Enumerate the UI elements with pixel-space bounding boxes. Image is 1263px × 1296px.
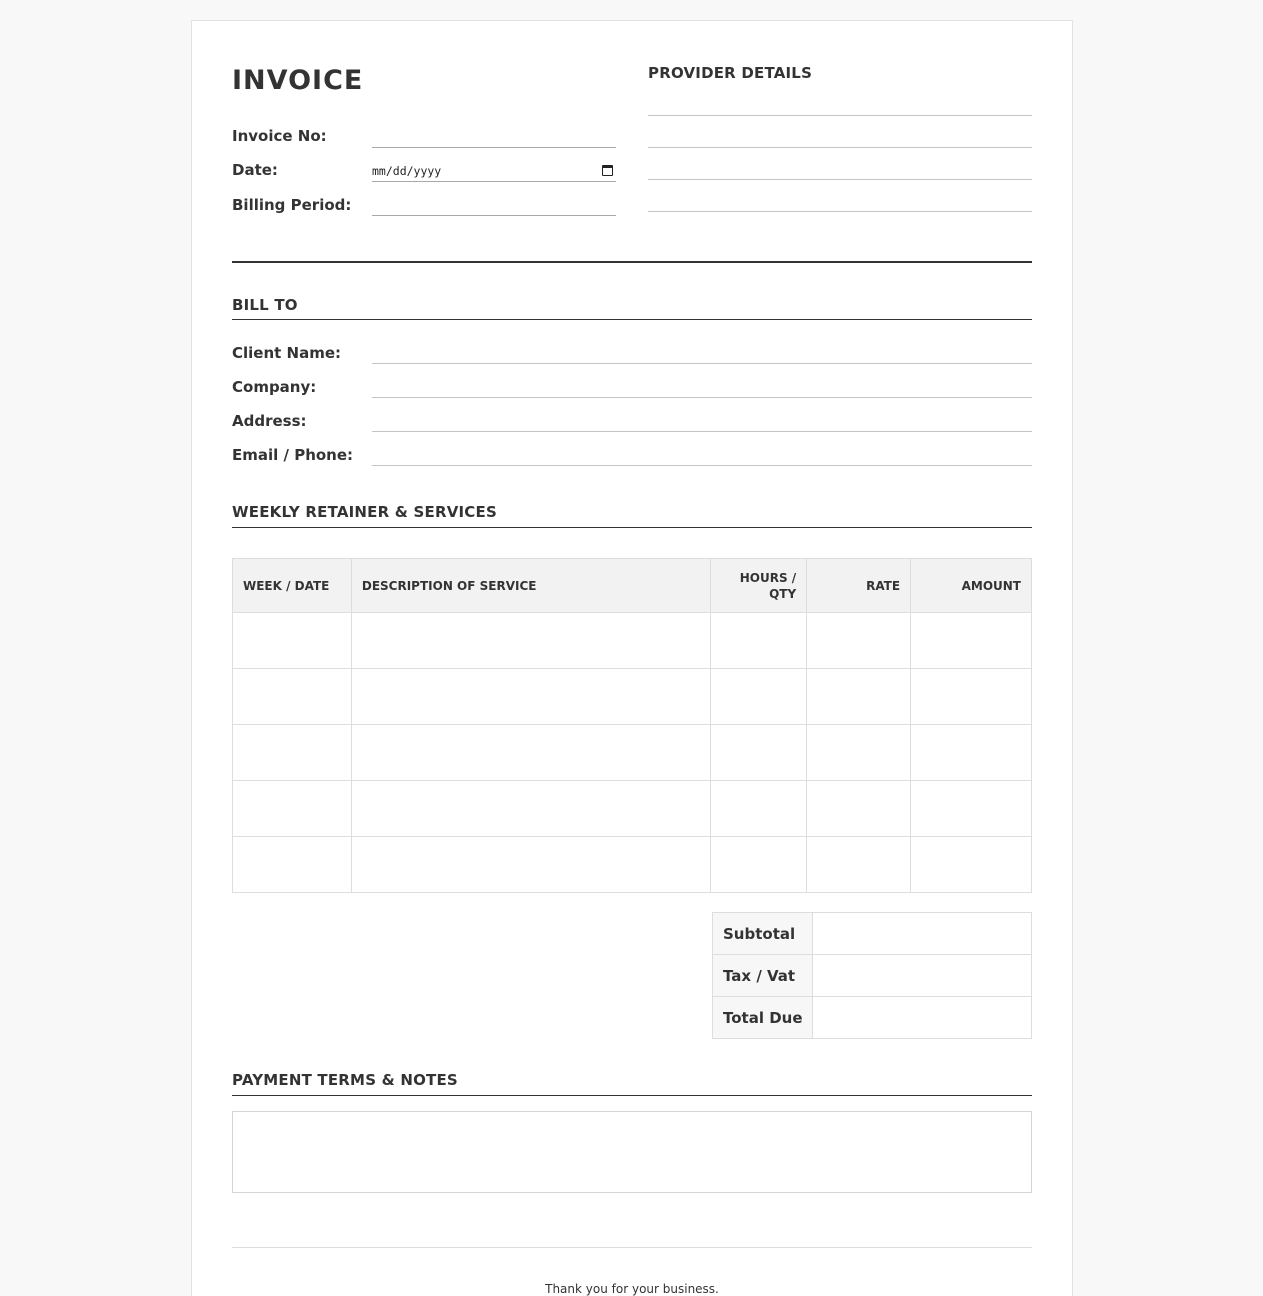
table-row [233,669,1032,725]
table-row [233,781,1032,837]
invoice-page [191,20,1073,1296]
company-label: Company: [232,378,317,396]
cell-amount[interactable] [911,669,1032,725]
tax-row [713,955,1032,997]
billing-period-label: Billing Period: [232,196,352,214]
col-hours-line1: HOURS / [739,570,797,585]
cell-description[interactable] [351,781,710,837]
invoice-no-label: Invoice No: [232,127,327,145]
invoice-title: INVOICE [232,65,364,96]
cell-rate[interactable] [807,613,911,669]
date-underline [372,181,616,182]
cell-description[interactable] [351,837,710,893]
table-row [233,725,1032,781]
cell-hours[interactable] [711,781,807,837]
cell-week[interactable] [233,781,352,837]
calendar-icon[interactable] [602,165,613,176]
client-name-input[interactable] [372,363,1032,364]
subtotal-value[interactable] [813,913,1032,955]
col-hours-qty [711,559,807,613]
cell-description[interactable] [351,725,710,781]
total-due-row [713,997,1032,1039]
cell-rate[interactable] [807,669,911,725]
subtotal-label: Subtotal [713,913,813,955]
header-divider [232,261,1032,263]
footer-divider [232,1247,1032,1248]
provider-line-2[interactable] [648,147,1032,148]
services-heading: WEEKLY RETAINER & SERVICES [232,503,497,521]
email-phone-input[interactable] [372,465,1032,466]
col-amount: AMOUNT [911,559,1032,613]
provider-line-3[interactable] [648,179,1032,180]
cell-description[interactable] [351,669,710,725]
col-week-date: WEEK / DATE [233,559,352,613]
cell-rate[interactable] [807,725,911,781]
notes-textarea[interactable] [232,1111,1032,1193]
notes-rule [232,1095,1032,1096]
cell-amount[interactable] [911,837,1032,893]
col-rate: RATE [807,559,911,613]
bill-to-rule [232,319,1032,320]
services-header-row [233,559,1032,613]
client-name-label: Client Name: [232,344,342,362]
bill-to-heading: BILL TO [232,296,298,314]
services-rule [232,527,1032,528]
provider-line-1[interactable] [648,115,1032,116]
provider-details-heading: PROVIDER DETAILS [648,64,813,82]
tax-value[interactable] [813,955,1032,997]
billing-period-input[interactable] [372,215,616,216]
cell-hours[interactable] [711,669,807,725]
address-label: Address: [232,412,307,430]
date-placeholder: mm/dd/yyyy [372,164,442,178]
invoice-no-input[interactable] [372,147,616,148]
cell-rate[interactable] [807,781,911,837]
company-input[interactable] [372,397,1032,398]
cell-description[interactable] [351,613,710,669]
email-phone-label: Email / Phone: [232,446,354,464]
date-label: Date: [232,161,278,179]
tax-label: Tax / Vat [713,955,813,997]
cell-rate[interactable] [807,837,911,893]
cell-week[interactable] [233,613,352,669]
provider-line-4[interactable] [648,211,1032,212]
cell-hours[interactable] [711,725,807,781]
cell-week[interactable] [233,669,352,725]
subtotal-row [713,913,1032,955]
cell-hours[interactable] [711,837,807,893]
total-due-label: Total Due [713,997,813,1039]
col-description: DESCRIPTION OF SERVICE [351,559,710,613]
cell-week[interactable] [233,725,352,781]
cell-amount[interactable] [911,613,1032,669]
date-input[interactable] [372,161,616,183]
cell-hours[interactable] [711,613,807,669]
address-input[interactable] [372,431,1032,432]
cell-week[interactable] [233,837,352,893]
table-row [233,613,1032,669]
cell-amount[interactable] [911,725,1032,781]
total-due-value[interactable] [813,997,1032,1039]
totals-table [712,912,1032,1039]
notes-heading: PAYMENT TERMS & NOTES [232,1071,458,1089]
col-hours-line2: QTY [769,586,797,601]
footer-text: Thank you for your business. [545,1282,719,1296]
services-table [232,558,1032,893]
table-row [233,837,1032,893]
cell-amount[interactable] [911,781,1032,837]
